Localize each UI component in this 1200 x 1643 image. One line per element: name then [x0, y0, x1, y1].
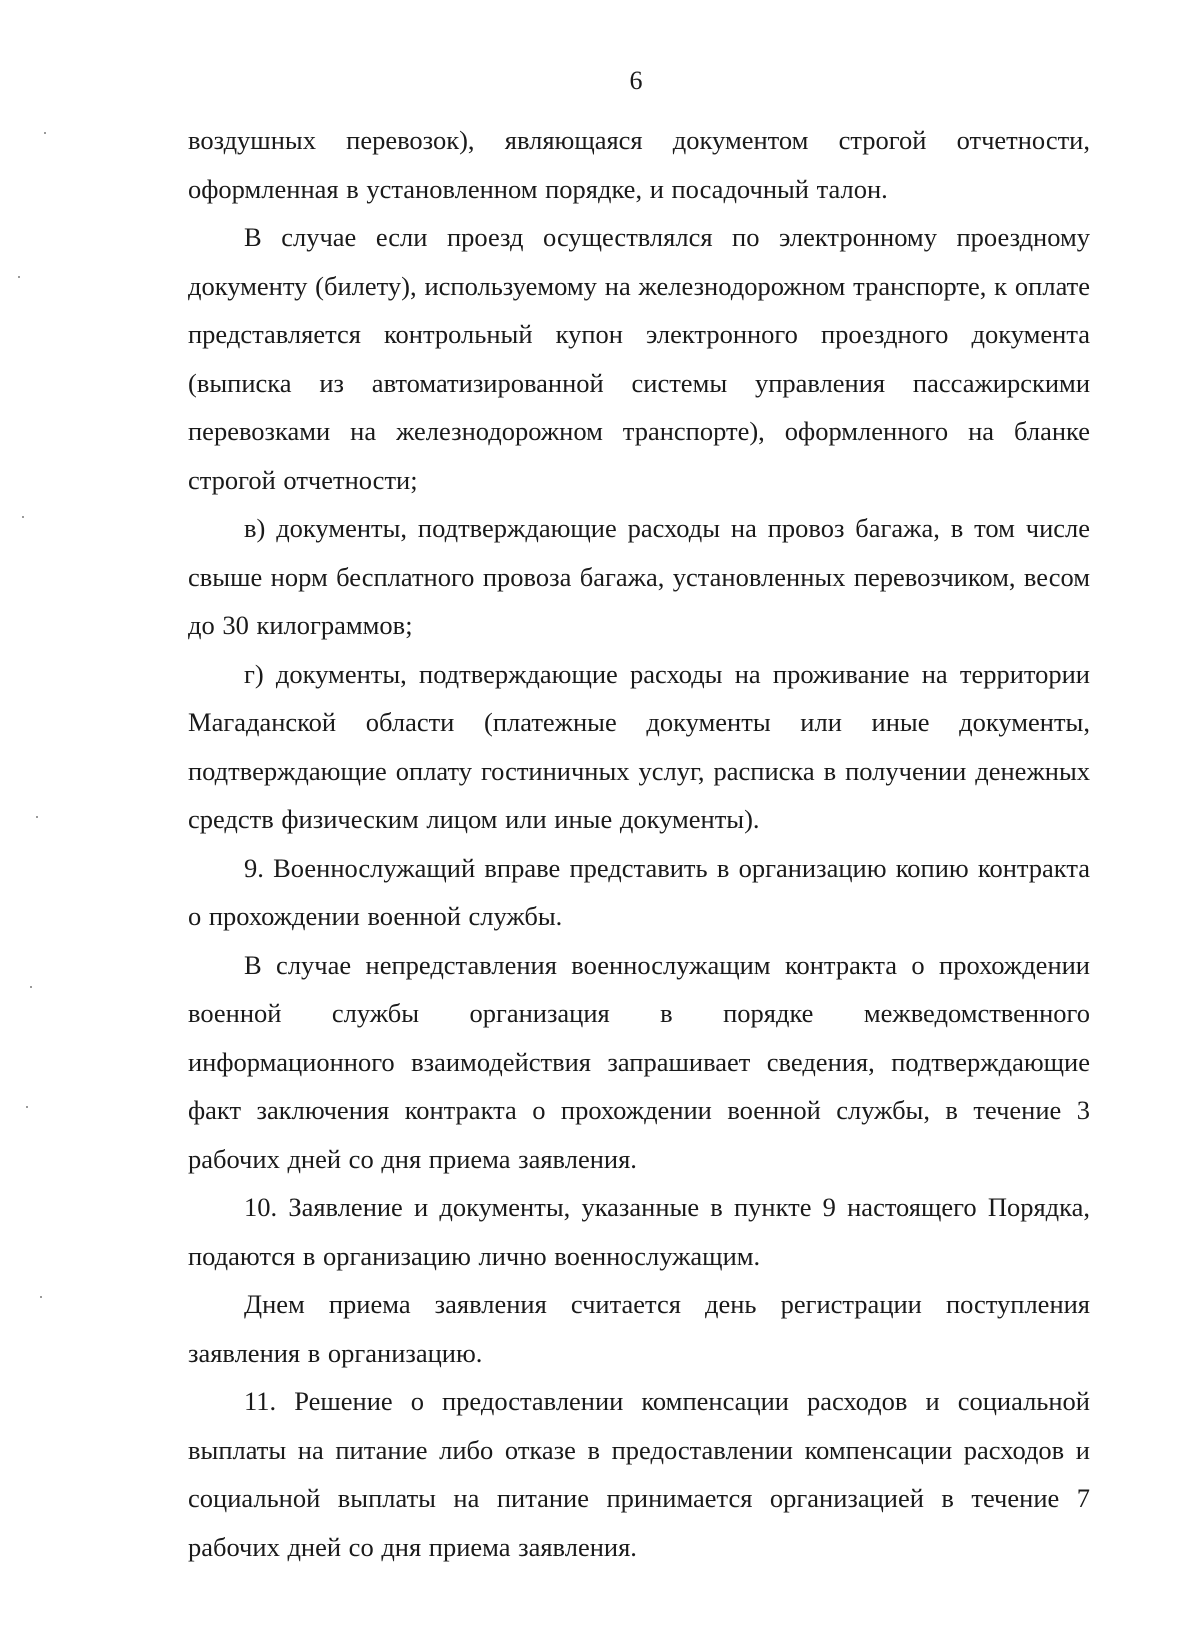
scan-speck [30, 986, 32, 988]
paragraph-continuation: воздушных перевозок), являющаяся документом строгой отчетности, оформленная в установленном порядке, и посадочный талон. [188, 125, 1090, 204]
scan-speck [18, 276, 20, 278]
paragraph-item-g-accommodation: г) документы, подтверждающие расходы на проживание на территории Магаданской области (платежные документы или иные документы, подтверждающие оплату гостиничных услуг, расписка в получении денежных средств физическим лицом или иные документы). [188, 658, 1090, 834]
paragraph-clause-9: 9. Военнослужащий вправе представить в организацию копию контракта о прохождении военной службы. [188, 852, 1090, 931]
document-body [188, 116, 1090, 1571]
scan-speck [22, 516, 24, 518]
page-number: 6 [629, 66, 643, 95]
scan-speck [26, 1106, 28, 1108]
paragraph-clause-11: 11. Решение о предоставлении компенсации расходов и социальной выплаты на питание либо отказе в предоставлении компенсации расходов и социальной выплаты на питание принимается организацией в течение 7 рабочих дней со дня приема заявления. [188, 1386, 1090, 1562]
paragraph-contract-request: В случае непредставления военнослужащим контракта о прохождении военной службы организация в порядке межведомственного информационного взаимодействия запрашивает сведения, подтверждающие факт заключения контракта о прохождении военной службы, в течение 3 рабочих дней со дня приема заявления. [188, 949, 1090, 1174]
scan-speck [44, 132, 46, 134]
paragraph-application-date: Днем приема заявления считается день регистрации поступления заявления в организацию. [188, 1289, 1090, 1368]
paragraph-electronic-ticket: В случае если проезд осуществлялся по электронному проездному документу (билету), используемому на железнодорожном транспорте, к оплате представляется контрольный купон электронного проездного документа (выписка из автоматизированной системы управления пассажирскими перевозками на железнодорожном транспорте), оформленного на бланке строгой отчетности; [188, 222, 1090, 495]
paragraph-clause-10: 10. Заявление и документы, указанные в пункте 9 настоящего Порядка, подаются в организацию лично военнослужащим. [188, 1192, 1090, 1271]
scan-speck [40, 1296, 42, 1298]
paragraph-item-v-baggage: в) документы, подтверждающие расходы на провоз багажа, в том числе свыше норм бесплатного провоза багажа, установленных перевозчиком, весом до 30 килограммов; [188, 513, 1090, 640]
scan-speck [36, 816, 38, 818]
